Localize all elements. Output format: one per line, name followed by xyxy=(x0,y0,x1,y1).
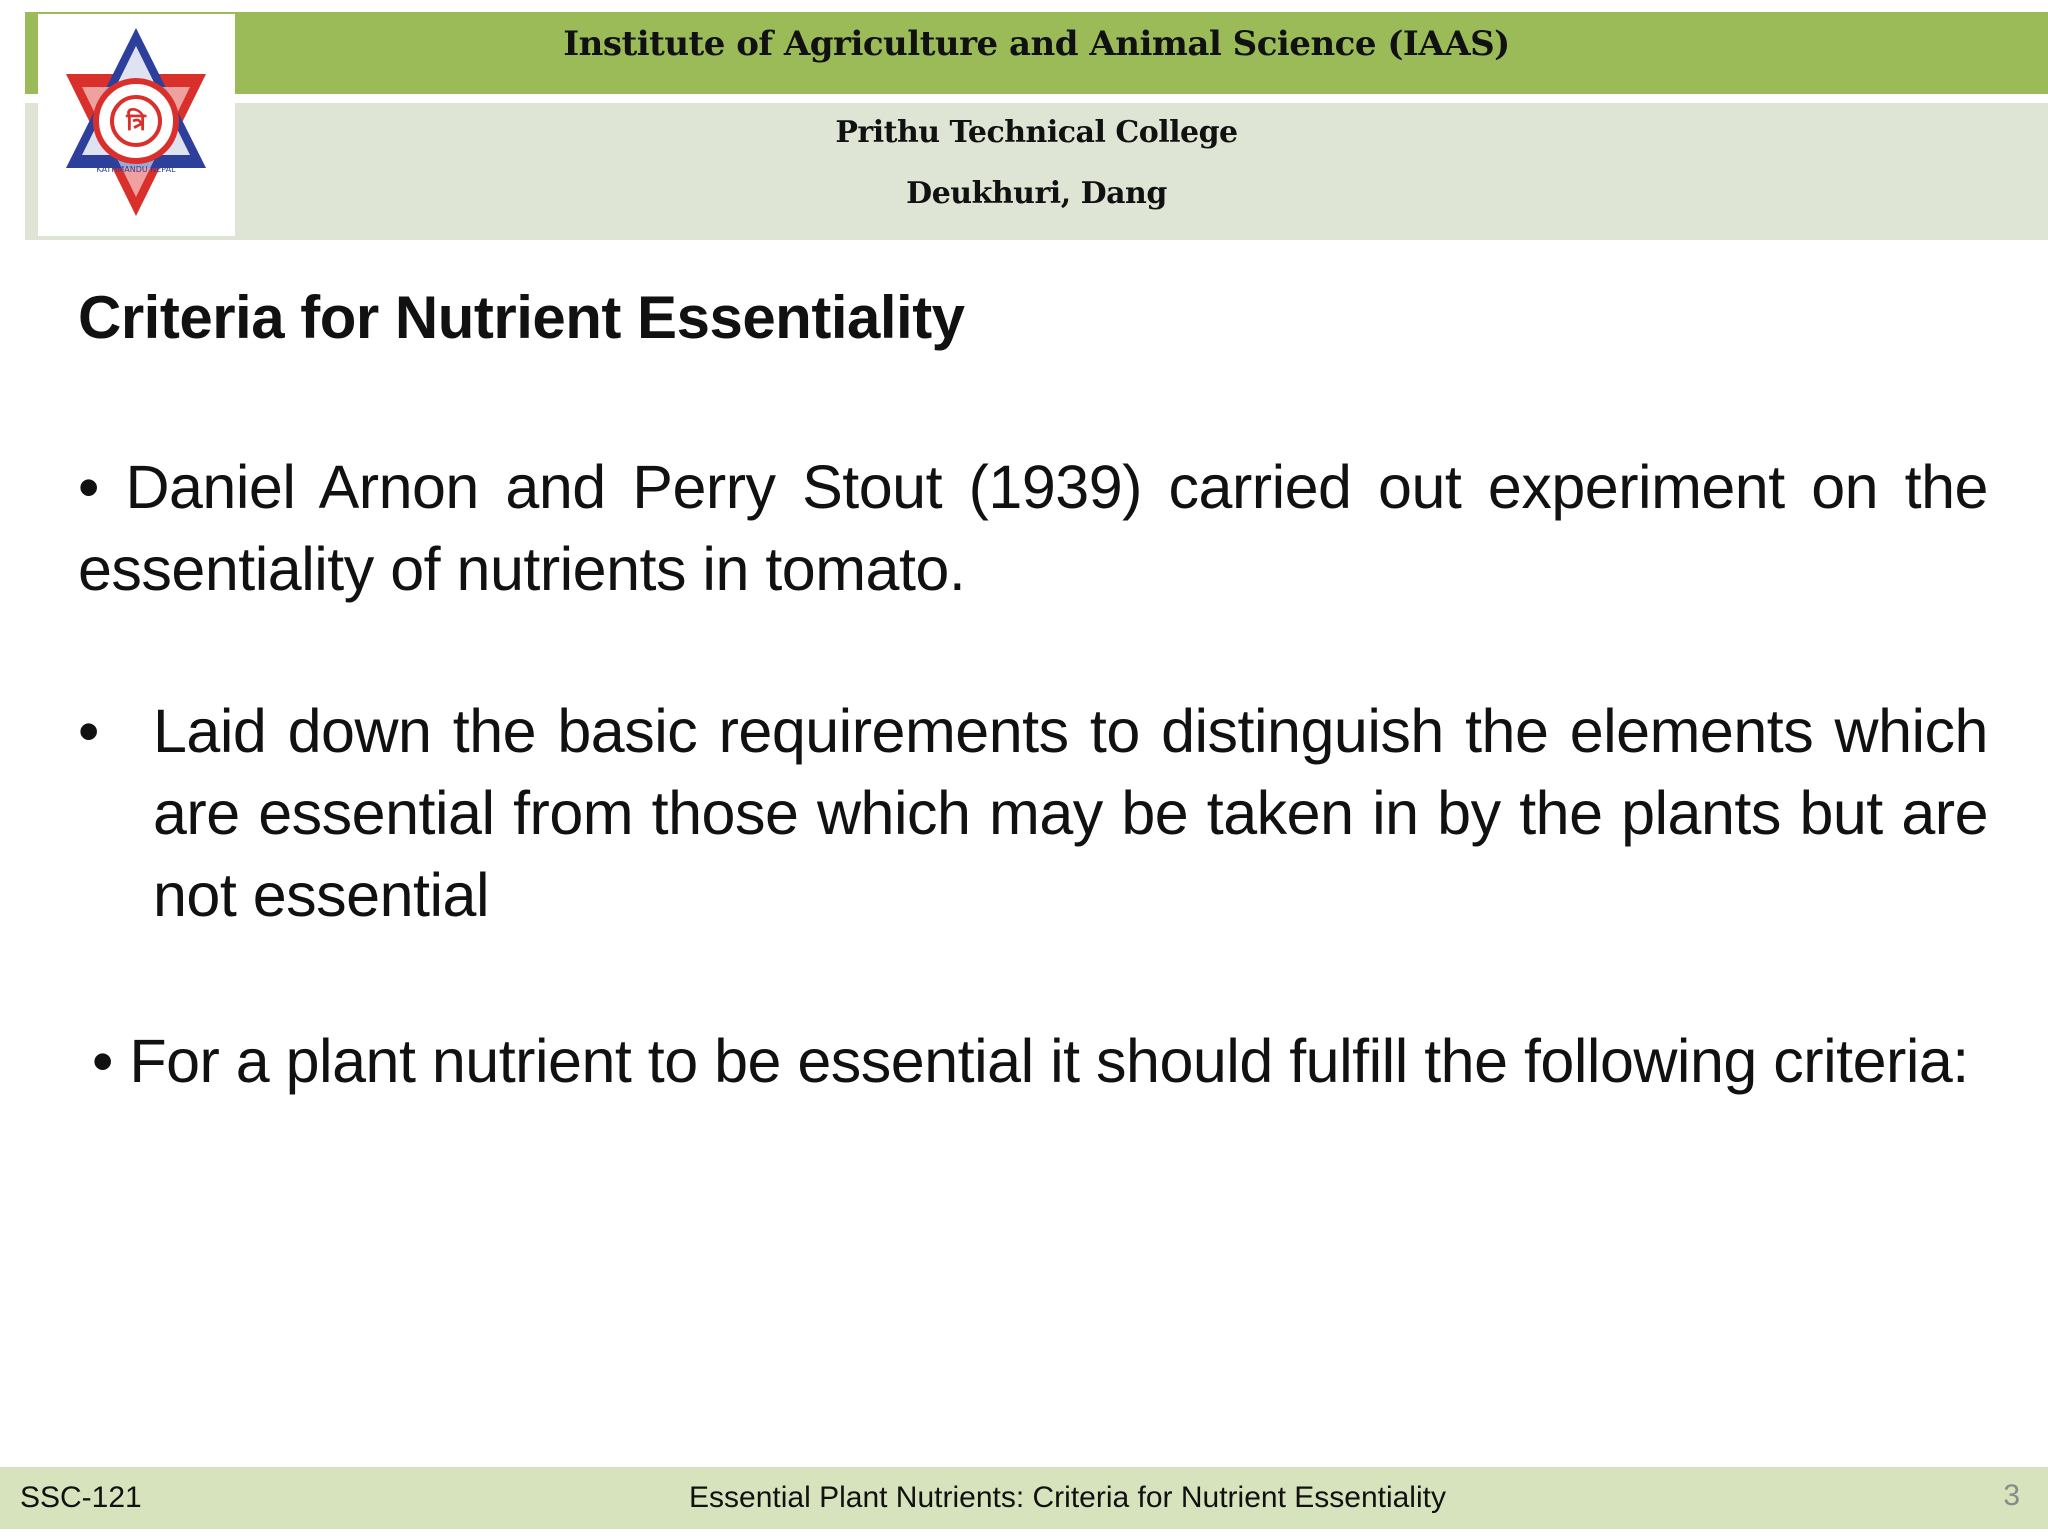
bullet-text: For a plant nutrient to be essential it should fulfill the following criteria: xyxy=(129,1027,1969,1095)
bullet-marker: • xyxy=(78,697,99,765)
bullet-paragraph-3 xyxy=(92,1020,1992,1102)
footer-bar xyxy=(0,1467,2048,1529)
page-number: 3 xyxy=(2003,1479,2020,1512)
course-code: SSC-121 xyxy=(20,1481,142,1514)
university-logo xyxy=(38,14,235,236)
college-location: Deukhuri, Dang xyxy=(906,176,1167,211)
institute-name: Institute of Agriculture and Animal Science (IAAS) xyxy=(563,24,1510,64)
footer-title: Essential Plant Nutrients: Criteria for Nutrient Essentiality xyxy=(689,1481,1446,1514)
logo-star-icon xyxy=(38,14,235,236)
bullet-paragraph-2 xyxy=(78,690,1988,936)
college-name: Prithu Technical College xyxy=(835,115,1238,150)
bullet-text: Daniel Arnon and Perry Stout (1939) carried out experiment on the essentiality of nutrients in tomato. xyxy=(78,453,1988,603)
bullet-marker: • xyxy=(92,1027,113,1095)
bullet-paragraph-1 xyxy=(78,446,1988,610)
bullet-marker: • xyxy=(78,453,99,521)
bullet-text: Laid down the basic requirements to distinguish the elements which are essential from those which may be taken in by the plants but are not essential xyxy=(153,697,1988,929)
svg-text:KATHMANDU NEPAL: KATHMANDU NEPAL xyxy=(96,165,176,174)
svg-text:त्रि: त्रि xyxy=(126,108,146,136)
slide-title: Criteria for Nutrient Essentiality xyxy=(78,284,965,351)
